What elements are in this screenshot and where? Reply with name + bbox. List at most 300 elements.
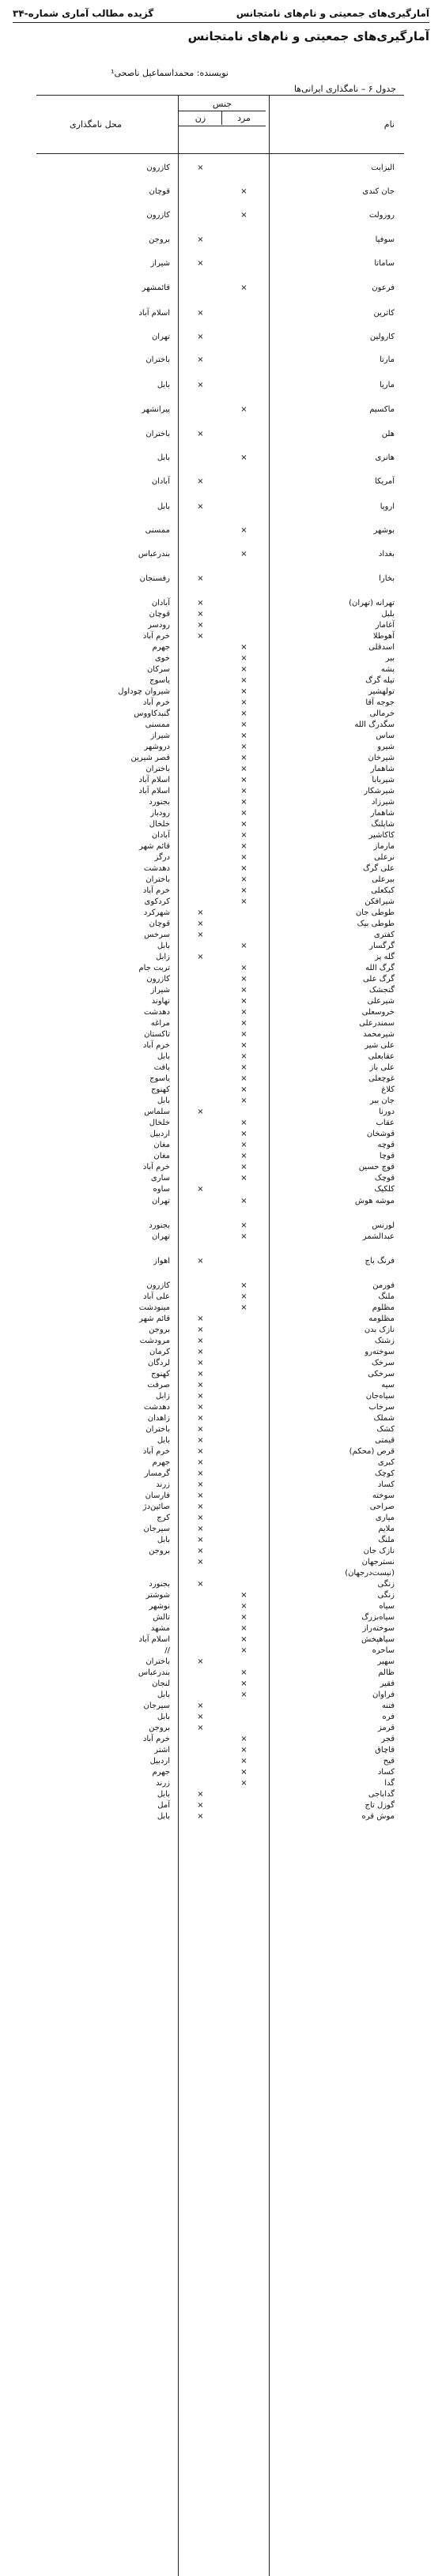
table-row (36, 1569, 404, 1580)
table-row (36, 259, 404, 270)
table-row (36, 550, 404, 561)
row-place: شیروان چوداول (118, 687, 170, 696)
table-row (36, 1801, 404, 1812)
row-female-mark: × (197, 953, 204, 961)
row-female-mark: × (197, 1713, 204, 1721)
table-row (36, 997, 404, 1008)
table-row (36, 309, 404, 320)
row-male-mark: × (240, 1085, 247, 1094)
table-row (36, 333, 404, 344)
row-place: خرم آباد (142, 1735, 170, 1743)
table-row (36, 599, 404, 610)
row-male-mark: × (240, 942, 247, 950)
table-header (36, 96, 404, 154)
table-row (36, 1724, 404, 1735)
table-row (36, 1348, 404, 1359)
table-row (36, 731, 404, 743)
table-caption: جدول ۶ – نامگذاری ایرانی‌ها (293, 84, 396, 94)
table-row (36, 1746, 404, 1757)
row-name: زنگی (377, 1580, 395, 1589)
row-male-mark: × (240, 897, 247, 906)
row-name: ماکسیم (369, 405, 395, 414)
row-place: خلخال (149, 820, 170, 829)
row-place: نوشهر (149, 1602, 170, 1611)
table-row (36, 1558, 404, 1569)
row-name: بوشهر (373, 526, 395, 535)
row-place: // (164, 1646, 170, 1655)
table-row (36, 842, 404, 853)
row-name: کاکاشیر (368, 831, 395, 840)
row-name: گله پز (375, 953, 395, 961)
row-name: گوزل تاج (365, 1801, 395, 1810)
row-female-mark: × (197, 599, 204, 607)
row-place: شیراز (150, 986, 170, 995)
row-male-mark: × (240, 997, 247, 1006)
row-female-mark: × (197, 1525, 204, 1533)
table-row (36, 355, 404, 367)
row-male-mark: × (240, 1152, 247, 1160)
row-place: کرمان (149, 1348, 170, 1356)
row-male-mark: × (240, 886, 247, 895)
row-male-mark: × (240, 1221, 247, 1230)
table-row (36, 632, 404, 643)
table-row (36, 405, 404, 416)
table-row (36, 643, 404, 654)
row-place: قوچان (149, 187, 170, 196)
row-female-mark: × (197, 1326, 204, 1334)
row-place: کهنوج (150, 1370, 170, 1378)
table-row (36, 754, 404, 765)
row-name: سوخته‌رو (365, 1348, 395, 1356)
row-place: مشهد (150, 1624, 170, 1633)
row-name: کشک (376, 1425, 395, 1434)
table-row (36, 1314, 404, 1326)
row-name: عبدالشمر (362, 1232, 395, 1241)
row-male-mark: × (240, 1030, 247, 1039)
row-female-mark: × (197, 1425, 204, 1434)
row-name: عقاب (376, 1119, 395, 1127)
row-name: کبکعلی (371, 886, 395, 895)
table-row (36, 1447, 404, 1458)
row-place: دهدشت (143, 1403, 170, 1412)
row-female-mark: × (197, 1458, 204, 1467)
table-row (36, 381, 404, 392)
row-name: موش قره (361, 1812, 395, 1821)
column-divider (269, 96, 270, 153)
table-row (36, 1197, 404, 1208)
row-male-mark: × (240, 720, 247, 729)
row-name: شیرمحمد (363, 1030, 395, 1039)
row-name: روزولت (368, 211, 395, 220)
table-row (36, 164, 404, 175)
table-row (36, 235, 404, 246)
row-name: قیح (383, 1757, 395, 1766)
row-place: دروشهر (144, 743, 170, 751)
row-place: خوی (154, 654, 170, 663)
row-male-mark: × (240, 1008, 247, 1017)
row-place: تالش (153, 1613, 170, 1622)
table-row (36, 665, 404, 676)
row-place: بابل (157, 1690, 170, 1699)
row-male-mark: × (240, 676, 247, 685)
table-row (36, 1768, 404, 1779)
table-row (36, 453, 404, 464)
row-place: خرم آباد (142, 886, 170, 895)
row-place: اردبیل (149, 1130, 170, 1138)
row-place: باختران (145, 355, 170, 364)
row-place: بابل (157, 1713, 170, 1721)
row-name: طوطی بیک (357, 919, 395, 928)
table-row (36, 1337, 404, 1348)
table-row (36, 676, 404, 687)
row-place: خرم آباد (142, 1041, 170, 1050)
row-female-mark: × (197, 1414, 204, 1423)
table-row (36, 1392, 404, 1403)
row-female-mark: × (197, 1812, 204, 1821)
row-male-mark: × (240, 187, 247, 196)
table-row (36, 1458, 404, 1469)
row-name: سیاه‌بزرگ (361, 1613, 395, 1622)
row-name: آغامار (375, 621, 395, 630)
row-male-mark: × (240, 1668, 247, 1677)
row-name: سرخاب (368, 1403, 395, 1412)
header-female: زن (195, 113, 206, 123)
row-male-mark: × (240, 1292, 247, 1301)
row-female-mark: × (197, 477, 204, 486)
row-female-mark: × (197, 574, 204, 583)
row-male-mark: × (240, 1735, 247, 1743)
row-place: کازرون (146, 164, 170, 172)
row-female-mark: × (197, 235, 204, 244)
row-place: سیرجان (143, 1525, 170, 1533)
table-row (36, 720, 404, 731)
row-male-mark: × (240, 1197, 247, 1205)
table-row (36, 1690, 404, 1702)
row-female-mark: × (197, 333, 204, 341)
row-male-mark: × (240, 1746, 247, 1754)
row-male-mark: × (240, 1679, 247, 1688)
row-name: علی گرگ (362, 864, 395, 873)
table-row (36, 1525, 404, 1536)
row-name: ماریا (379, 381, 395, 389)
table-row (36, 477, 404, 488)
table-row (36, 1381, 404, 1392)
row-name: گنجشک (368, 986, 395, 995)
row-female-mark: × (197, 1107, 204, 1116)
row-female-mark: × (197, 1257, 204, 1265)
row-female-mark: × (197, 381, 204, 389)
row-place: درگز (154, 853, 170, 862)
row-place: بروجن (149, 1724, 170, 1732)
row-name: قوچ حسین (358, 1163, 395, 1171)
row-male-mark: × (240, 787, 247, 795)
row-name: گداباجی (368, 1790, 395, 1799)
row-place: شوشتر (145, 1591, 170, 1600)
table-row (36, 1185, 404, 1196)
row-name: فراوان (372, 1690, 395, 1699)
table-row (36, 187, 404, 198)
row-female-mark: × (197, 164, 204, 172)
row-place: رفسنجان (139, 574, 170, 583)
author-line: نویسنده: محمداسماعیل ناصحی¹ (111, 68, 229, 78)
row-female-mark: × (197, 309, 204, 318)
table-row (36, 1152, 404, 1163)
row-male-mark: × (240, 820, 247, 829)
table-row (36, 953, 404, 964)
row-place: باختران (145, 1425, 170, 1434)
row-place: شیراز (150, 731, 170, 740)
table-row (36, 1491, 404, 1502)
row-name: فتنه (381, 1702, 395, 1710)
row-female-mark: × (197, 1185, 204, 1194)
row-name: فقیر (380, 1679, 395, 1688)
table-body (36, 154, 404, 2576)
row-male-mark: × (240, 1690, 247, 1699)
row-place: بابل (157, 942, 170, 950)
row-name: مارتا (379, 355, 395, 364)
table-row (36, 831, 404, 842)
row-name: سرخک (371, 1359, 395, 1367)
row-name: کساد (377, 1768, 395, 1777)
row-female-mark: × (197, 908, 204, 917)
row-name: مظلوم (372, 1303, 395, 1312)
row-place: قصر شیرین (130, 754, 170, 762)
row-place: اسلام آباد (138, 787, 170, 795)
row-name: شیربابا (372, 776, 395, 784)
row-place: آبادان (151, 477, 170, 486)
row-name: بلبل (381, 610, 395, 619)
table-row (36, 1107, 404, 1119)
row-male-mark: × (240, 1174, 247, 1183)
row-name: سیاه (379, 1602, 395, 1611)
table-row (36, 1624, 404, 1635)
row-female-mark: × (197, 1447, 204, 1456)
table-row (36, 986, 404, 997)
row-name: علی شیر (365, 1041, 395, 1050)
row-name: نسترجهان (361, 1558, 395, 1566)
row-place: بجنورد (149, 1580, 170, 1589)
row-place: بابل (157, 502, 170, 511)
row-place: آبادان (151, 831, 170, 840)
row-place: بابل (157, 1052, 170, 1061)
table-row (36, 1514, 404, 1525)
table-row (36, 820, 404, 831)
page-header (0, 0, 442, 46)
row-name: طوطی جان (355, 908, 395, 917)
row-place: ممسنی (145, 720, 170, 729)
row-female-mark: × (197, 1348, 204, 1356)
row-male-mark: × (240, 875, 247, 884)
row-male-mark: × (240, 754, 247, 762)
row-name: قوچک (374, 1174, 395, 1183)
row-place: بابل (157, 1812, 170, 1821)
row-male-mark: × (240, 765, 247, 773)
row-male-mark: × (240, 975, 247, 983)
row-place: زرند (156, 1480, 170, 1489)
table-row (36, 1414, 404, 1425)
row-place: اسلام آباد (138, 776, 170, 784)
row-male-mark: × (240, 776, 247, 784)
table-row (36, 1052, 404, 1063)
row-place: علی آباد (143, 1292, 170, 1301)
row-place: بابل (157, 453, 170, 462)
table-row (36, 1536, 404, 1547)
row-female-mark: × (197, 259, 204, 268)
row-place: جهرم (152, 1458, 170, 1467)
table-row (36, 1735, 404, 1746)
row-female-mark: × (197, 1314, 204, 1323)
row-place: مغان (153, 1141, 170, 1149)
row-place: شیراز (150, 259, 170, 268)
row-name: نازک جان (363, 1547, 395, 1555)
row-name: شاهمار (370, 809, 395, 818)
row-name: ببر (385, 654, 395, 663)
row-name: تولهشیر (368, 687, 395, 696)
row-name: مظلومه (368, 1314, 395, 1323)
row-name: شیرخان (368, 754, 395, 762)
table-row (36, 1668, 404, 1679)
row-place: جهرم (152, 643, 170, 652)
table-row (36, 908, 404, 919)
row-female-mark: × (197, 430, 204, 438)
row-female-mark: × (197, 1790, 204, 1799)
table-row (36, 1370, 404, 1381)
row-place: کرج (157, 1514, 170, 1522)
table-row (36, 1119, 404, 1130)
row-male-mark: × (240, 211, 247, 220)
row-female-mark: × (197, 1536, 204, 1544)
row-place: کازرون (146, 1281, 170, 1290)
row-female-mark: × (197, 1547, 204, 1555)
row-place: مرودشت (139, 1337, 170, 1345)
row-place: باختران (145, 875, 170, 884)
row-name: گرگسار (369, 942, 395, 950)
table-row (36, 787, 404, 798)
row-place: ممسنی (145, 526, 170, 535)
row-place: قائمشهر (142, 284, 170, 292)
table-row (36, 897, 404, 908)
row-name: سگدرگ الله (354, 720, 395, 729)
row-place: اردبیل (149, 1757, 170, 1766)
table-row (36, 1547, 404, 1558)
row-male-mark: × (240, 709, 247, 718)
row-place: گرمسار (144, 1469, 170, 1478)
row-place: صرفت (147, 1381, 170, 1390)
table-row (36, 964, 404, 975)
row-place: زرند (156, 1779, 170, 1788)
row-name: فره (382, 1713, 395, 1721)
row-female-mark: × (197, 1469, 204, 1478)
row-place: بندرعباس (138, 550, 170, 558)
row-name: ملنگ (378, 1536, 395, 1544)
row-male-mark: × (240, 1303, 247, 1312)
row-female-mark: × (197, 621, 204, 630)
row-name: شاهمار (370, 765, 395, 773)
table-row (36, 526, 404, 537)
row-place: خرم آباد (142, 698, 170, 707)
table-row (36, 1580, 404, 1591)
row-male-mark: × (240, 687, 247, 696)
row-name: جان کندی (362, 187, 395, 196)
row-place: بروجن (149, 1326, 170, 1334)
row-place: خرم آباد (142, 632, 170, 641)
table-row (36, 1163, 404, 1174)
row-female-mark: × (197, 1491, 204, 1500)
row-name: الیزابت (371, 164, 395, 172)
row-male-mark: × (240, 1768, 247, 1777)
row-name: بغداد (378, 550, 395, 558)
row-name: شیرعلی (367, 997, 395, 1006)
row-female-mark: × (197, 502, 204, 511)
row-place: رودبار (150, 809, 170, 818)
row-female-mark: × (197, 1502, 204, 1511)
row-female-mark: × (197, 1359, 204, 1367)
row-name: خرمالی (369, 709, 395, 718)
row-place: قوچان (149, 610, 170, 619)
table-row (36, 1074, 404, 1085)
row-male-mark: × (240, 1602, 247, 1611)
row-name: جان ببر (369, 1096, 395, 1105)
row-name: گرگ علی (362, 975, 395, 983)
table-row (36, 1174, 404, 1185)
row-male-mark: × (240, 842, 247, 851)
row-place: بابل (157, 1536, 170, 1544)
row-name: سوخته‌راز (362, 1624, 395, 1633)
row-name: کلاغ (381, 1085, 395, 1094)
table-row (36, 1713, 404, 1724)
row-female-mark: × (197, 610, 204, 619)
row-place: خرم آباد (142, 1447, 170, 1456)
row-name: گدا (384, 1779, 395, 1788)
row-place: یاسوج (149, 1074, 170, 1083)
row-place: بندرعباس (138, 1668, 170, 1677)
table-row (36, 1221, 404, 1232)
row-male-mark: × (240, 1052, 247, 1061)
row-male-mark: × (240, 1613, 247, 1622)
row-place: سرکان (146, 665, 170, 674)
row-name: ملنگ (378, 1292, 395, 1301)
row-female-mark: × (197, 1436, 204, 1445)
table-row (36, 1326, 404, 1337)
row-place: مینودشت (138, 1303, 170, 1312)
table-row (36, 765, 404, 776)
row-male-mark: × (240, 798, 247, 807)
row-place: گنبدکاووس (134, 709, 170, 718)
row-name: قرص (محکم) (349, 1447, 395, 1456)
row-male-mark: × (240, 743, 247, 751)
row-place: مراغه (150, 1019, 170, 1028)
row-female-mark: × (197, 1337, 204, 1345)
names-table (36, 95, 404, 2576)
table-row (36, 284, 404, 295)
row-place: بجنورد (149, 1221, 170, 1230)
running-head-series: گزیده مطالب آماری شماره-۳۴ (13, 8, 154, 19)
row-female-mark: × (197, 1514, 204, 1522)
table-row (36, 1646, 404, 1657)
gender-divider (221, 111, 222, 125)
row-name: سیه (381, 1381, 395, 1390)
row-male-mark: × (240, 643, 247, 652)
row-place: بابل (157, 1096, 170, 1105)
table-row (36, 1281, 404, 1292)
table-row (36, 1679, 404, 1690)
row-name: کفتری (373, 931, 395, 939)
row-male-mark: × (240, 809, 247, 818)
table-row (36, 211, 404, 222)
row-male-mark: × (240, 665, 247, 674)
header-name: نام (383, 119, 395, 130)
row-place: خلخال (149, 1119, 170, 1127)
